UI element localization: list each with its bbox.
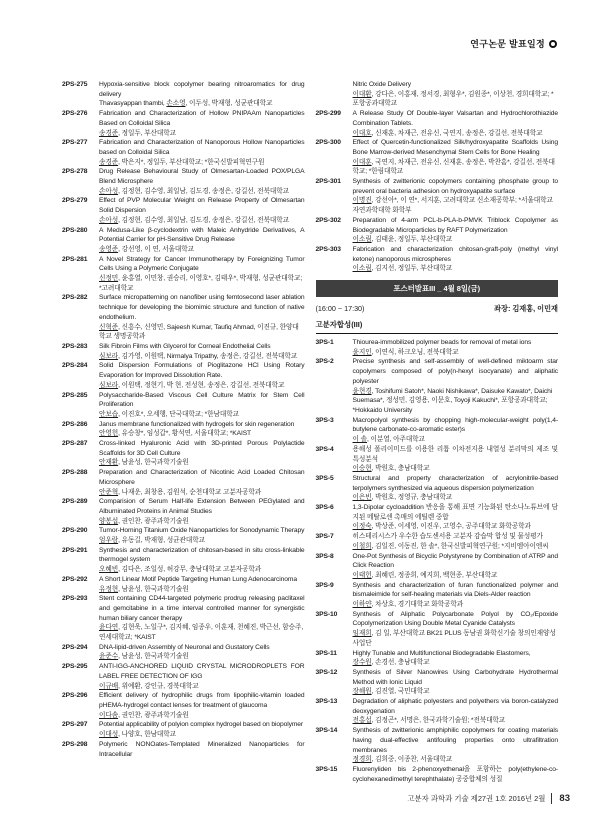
authors-rest: , 박원호, 정영규, 충남대학교 [371, 494, 453, 502]
presenting-author: 이다솜 [99, 711, 119, 719]
paper-entry [316, 445, 559, 474]
authors-rest: , 김 일, 부산대학교 BK21 PLUS 동남권 화학신기술 창의인재양성 사업단 [352, 630, 556, 647]
donut-icon [549, 40, 557, 48]
presenting-author: 장수원 [352, 659, 372, 667]
presenting-author: 정경희 [352, 756, 372, 764]
paper-authors [353, 687, 559, 697]
paper-authors [353, 493, 559, 503]
presenting-author: 윤현경 [352, 387, 372, 395]
page-number: 83 [551, 793, 570, 804]
paper-entry [62, 167, 305, 196]
authors-rest: , 국연지, 차재근, 전유신, 신재훈, 송정은, 박찬흠*, 강길선, 전북대학교; *한림대학교 [352, 158, 555, 176]
authors-rest: , 김지선, 정일두, 부산대학교 [371, 265, 453, 273]
paper-entry [316, 552, 559, 581]
paper-entry [316, 610, 559, 649]
paper-code: 2PS-281 [62, 255, 88, 263]
paper-authors [99, 585, 305, 595]
paper-title: Polysaccharide-Based Viscous Cell Culture Matrix for Stem Cell Proliferation [99, 391, 305, 409]
presenting-author: 심보라 [99, 381, 119, 389]
authors-rest: , 강선아*, 이 연*, 서지훈, 고려대학교 신소재공학부; *서울대학교 자연과학대학 화학부 [352, 197, 553, 215]
paper-title: Synthesis of zwitterionic amphiphilic copolymers for coating materials having dual-effective antifouling properties onto ultrafiltration membranes [352, 727, 558, 754]
authors-rest: , 권인찬, 광주과학기술원 [118, 711, 189, 719]
page-header [470, 37, 557, 50]
paper-entry [62, 342, 305, 361]
right-column-entries [316, 80, 559, 274]
presenting-author: 송영준 [99, 245, 119, 253]
paper-title: Effect of Quercetin-functionalized Silk/hydroxyapatite Scaffolds Using Bone Marrow-derived Mesenchymal Stem Cells for Bone Healing [352, 139, 558, 156]
presenting-author: 이태헌 [352, 571, 372, 579]
paper-code: 2PS-301 [315, 178, 341, 186]
presenting-author: 손소영 [166, 100, 186, 108]
left-column [62, 80, 305, 784]
paper-title: Janus membrane functionalized with hydrogels for skin regeneration [99, 420, 295, 428]
session-entries [316, 338, 559, 784]
paper-code: 2PS-297 [62, 721, 88, 729]
paper-entry [316, 765, 559, 784]
paper-authors [99, 488, 305, 498]
authors-rest: , 손경선, 충남대학교 [371, 659, 430, 667]
paper-code: 2PS-279 [62, 197, 88, 205]
paper-title: Polymeric NONOates-Templated Mineralized Nanoparticles for Intracellular [99, 740, 305, 758]
paper-title: Solid Dispersion Formulations of Pioglitazone HCl Using Rotary Evaporation for Improved Dissolution Rate. [99, 362, 305, 380]
presenting-author: 장해원 [352, 688, 372, 696]
paper-title: Structural and property characterization of acrylonitrile-based terpolymers synthesized via aqueous dispersion polymerization [352, 474, 558, 492]
presenting-author: 손아성 [99, 187, 119, 195]
paper-authors [353, 600, 559, 610]
paper-authors [353, 129, 559, 139]
paper-authors [99, 410, 305, 420]
paper-code: 2PS-285 [62, 391, 88, 399]
paper-code: 2PS-275 [62, 81, 88, 88]
paper-title: Precise synthesis and self-assembly of well-defined miktoarm star copolymers composed of poly(n-hexyl isocyanate) and aliphatic polyester [352, 358, 558, 385]
authors-rest: , 김현욱, 노일구*, 김지혜, 임종우, 이훈재, 천혜진, 박근선, 함승주, 연세대학교; *KAIST [99, 624, 304, 642]
paper-authors [99, 565, 305, 575]
paper-code: 3PS-5 [315, 474, 334, 482]
paper-entry [62, 196, 305, 225]
paper-entry [62, 468, 305, 497]
paper-code: 2PS-289 [62, 498, 88, 506]
paper-authors [353, 464, 559, 474]
authors-rest: , 김태윤, 정일두, 부산대학교 [371, 236, 453, 244]
authors-rest: , 나양호, 한남대학교 [118, 731, 177, 739]
paper-authors [99, 323, 305, 342]
presenting-author: 안재환 [99, 459, 119, 467]
authors-rest: , 김희중, 이종찬, 서울대학교 [371, 756, 453, 764]
presenting-author: 이대환 [352, 90, 372, 98]
paper-authors [353, 348, 559, 358]
authors-rest: , 나재운, 최창용, 김원석, 순천대학교 고분자공학과 [118, 488, 262, 496]
paper-entry [316, 357, 559, 415]
paper-title: Synthesis of Silver Nanowires Using Carbohydrate Hydrothermal Method with Ionic Liquid [352, 668, 558, 686]
paper-entry [316, 532, 559, 551]
paper-authors [99, 129, 305, 139]
presenting-author: 이소림 [352, 236, 372, 244]
authors-rest: , 이진호*, 오세행, 단국대학교; *한남대학교 [118, 410, 239, 418]
paper-authors [353, 90, 559, 109]
paper-title: Cross-linked Hyaluronic Acid with 3D-printed Porous Polylactide Scaffolds for 3D Cell Culture [99, 440, 305, 457]
paper-title: 용해성 폴리이미드를 이용한 리튬 이차전지용 내열성 분리막의 제조 및 특성분석 [352, 445, 558, 463]
paper-entry [316, 581, 559, 610]
paper-entry [316, 80, 559, 109]
paper-title: Synthesis and characterization of chitosan-based in situ cross-linkable thermogel system [99, 546, 305, 564]
paper-title: Fluorenyliden bis 2-phenoxyethenal을 포함하는 poly(ethylene-co-cyclohexanedimethyl terephthalate) 공중합체의 성질 [352, 766, 558, 783]
paper-entry [62, 594, 305, 643]
authors-rest: , 남윤성, 한국과학기술원 [118, 459, 189, 467]
presenting-author: 이규배 [99, 682, 119, 690]
paper-code: 2PS-278 [62, 168, 88, 176]
paper-code: 2PS-292 [62, 575, 88, 583]
paper-authors [99, 381, 305, 391]
presenting-author: 윤다연 [99, 624, 119, 632]
paper-entry [62, 526, 305, 545]
paper-code: 2PS-303 [315, 245, 341, 253]
paper-entry [62, 439, 305, 468]
authors-rest: , 남윤성, 한국과학기술원 [118, 585, 189, 593]
paper-authors [99, 536, 305, 546]
paper-authors [353, 264, 559, 274]
paper-authors [353, 522, 559, 532]
paper-code: 2PS-295 [62, 663, 88, 671]
presenting-author: 신정민 [99, 275, 119, 283]
session-topic: 고분자합성(III) [316, 319, 559, 334]
presenting-author: 신혁준 [99, 323, 119, 331]
paper-entry [316, 726, 559, 765]
paper-title: Efficient delivery of hydrophilic drugs from lipophilic-vitamin loaded pHEMA-hydrogel contact lenses for treatment of glaucoma [99, 692, 305, 709]
authors-rest: , 강다은, 이홍재, 정서경, 최형우*, 김원종*, 이상천, 경희대학교; *포항공과대학교 [352, 90, 554, 108]
paper-title: Macropolyol synthesis by chopping high-molecular-weight poly(1,4-butylene carbonate-co-aromatic ester)s [352, 416, 558, 434]
paper-entry [316, 649, 559, 668]
authors-rest: , 유승창*, 임성갑*, 황석연, 서울대학교; *KAIST [118, 430, 252, 438]
paper-title: Synthesis and characterization of furan functionalized polymer and bismaleimide for self-healing materials via Diels-Alder reaction [352, 581, 558, 599]
authors-rest: , 이연식, 하크오님, 전북대학교 [371, 348, 459, 356]
paper-entry [316, 668, 559, 697]
paper-code: 2PS-299 [315, 110, 341, 118]
paper-title: Effect of PVP Molecular Weight on Release Property of Olmesartan Solid Dispersion [99, 197, 305, 215]
paper-authors [353, 629, 559, 648]
paper-code: 3PS-6 [315, 504, 334, 512]
paper-title: Preparation and Characterization of Nicotinic Acid Loaded Chitosan Microsphere [99, 469, 305, 486]
paper-authors [99, 99, 305, 109]
paper-code: 3PS-11 [315, 649, 337, 657]
authors-rest: , 윤홍열, 이민창, 권승리, 이영호*, 김태우*, 박재형, 성균관대학교; *고려대학교 [99, 275, 303, 292]
paper-code: 3PS-13 [315, 698, 338, 706]
paper-entry [62, 691, 305, 720]
paper-code: 3PS-9 [315, 581, 334, 589]
presenting-author: 이철희 [352, 542, 372, 550]
presenting-author: 윤지인 [352, 348, 372, 356]
authors-rest: , 남윤성, 한국과학기술원 [118, 653, 189, 661]
paper-code: 2PS-287 [62, 440, 88, 448]
paper-code: 2PS-291 [62, 546, 88, 554]
page-footer [407, 793, 570, 804]
paper-code: 2PS-276 [62, 110, 88, 118]
paper-title: Fabrication and Characterization of Nanoporous Hollow Nanoparticles based on Colloidal Silica [99, 139, 305, 156]
presenting-author: 손아성 [99, 216, 119, 224]
paper-title: A Medusa-Like β-cyclodextrin with Maleic Anhydride Derivatives, A Potential Carrier for pH-Sensitive Drug Release [99, 226, 305, 244]
paper-entry [316, 338, 559, 357]
paper-code: 3PS-8 [315, 552, 334, 560]
authors-rest: , 위예환, 강인규, 경북대학교 [118, 682, 199, 690]
paper-entry [62, 138, 305, 167]
content-columns [62, 80, 558, 784]
presenting-author: 양봉섭 [99, 517, 119, 525]
presenting-author: 이정숙 [352, 523, 372, 531]
paper-title: DNA-lipid-driven Assembly of Neuronal and Gustatory Cells [99, 643, 270, 651]
paper-code: 3PS-1 [315, 339, 334, 347]
paper-authors [99, 245, 305, 255]
authors-rest: , 신재훈, 차재근, 전유신, 국연지, 송정은, 강길선, 전북대학교 [371, 129, 543, 137]
paper-authors [99, 429, 305, 439]
authors-rest: , 이분열, 아주대학교 [366, 436, 425, 444]
paper-code: 2PS-277 [62, 139, 88, 147]
paper-authors [99, 711, 305, 721]
paper-entry [62, 420, 305, 439]
paper-code: 3PS-15 [315, 766, 338, 773]
presenting-author: 이 솔 [352, 436, 367, 444]
paper-title: One-Pot Synthesis of Bicyclic Polystyrene by Combination of ATRP and Click Reaction [352, 552, 558, 570]
authors-pre: Thavasyappan thambi, [99, 100, 167, 108]
presenting-author: 이대훈 [352, 158, 372, 166]
paper-entry [62, 80, 305, 109]
paper-code: 3PS-12 [315, 668, 338, 676]
paper-code: 3PS-10 [315, 610, 338, 618]
paper-title: Thiourea-immobilized polymer beads for removal of metal ions [352, 339, 532, 347]
authors-rest: , 이두성, 박재형, 성균관대학교 [185, 100, 273, 108]
authors-rest: , 박은지*, 정일두, 부산대학교; *한국신발피혁연구원 [118, 158, 265, 166]
paper-title: Drug Release Behavioural Study of Olmesartan-Loaded POX/PLGA Blend Microsphere [99, 168, 305, 186]
paper-authors [353, 716, 559, 726]
paper-title: Synthesis of zwitterionic copolymers containing phosphate group to prevent oral bacteria adhesion on hydroxyapatite surface [352, 178, 558, 195]
paper-authors [99, 216, 305, 226]
paper-code: 3PS-14 [315, 727, 338, 735]
presenting-author: 이하얀 [352, 601, 372, 609]
paper-title: Surface micropatterning on nanofiber using femtosecond laser ablation technique for developing the biomimic structure and function of native endothelium. [99, 294, 305, 321]
paper-code: 3PS-3 [315, 416, 334, 424]
authors-rest: , 김일진, 이동진, 한 솔*, 한국신발피혁연구원; *지비엠아이엔씨 [371, 542, 549, 550]
authors-rest: , 박상준, 이세영, 이진우, 고영수, 공주대학교 화학공학과 [371, 523, 531, 531]
paper-authors [353, 571, 559, 581]
presenting-author: 안보습 [99, 410, 119, 418]
presenting-author: 전홍섭 [352, 717, 372, 725]
authors-rest: , 김다은, 조일성, 허강무, 충남대학교 고분자공학과 [118, 566, 262, 574]
paper-code: 2PS-288 [62, 469, 88, 477]
paper-entry [316, 245, 559, 274]
authors-rest: , Toshifumi Satoh*, Naoki Nishikawa*, Daisuke Kawato*, Daichi Suemasa*, 정성민, 김영용, 이문호, Toyoji Kakuchi*, 포항공과대학교; *Hokkaido University [352, 387, 553, 414]
paper-entry [316, 109, 559, 138]
paper-entry [62, 361, 305, 390]
right-column [316, 80, 559, 784]
paper-entry [62, 226, 305, 255]
paper-authors [353, 387, 559, 416]
paper-entry [62, 575, 305, 594]
paper-entry [316, 697, 559, 726]
paper-entry [62, 546, 305, 575]
presenting-author: 오혜빈 [99, 566, 119, 574]
authors-rest: , 강선영, 이 연, 서울대학교 [118, 245, 195, 253]
paper-title: Nitric Oxide Delivery [352, 81, 411, 88]
authors-rest: , 김정현, 김수영, 최일남, 김도경, 송정은, 강길선, 전북대학교 [118, 216, 289, 224]
paper-title: A Release Study Of Double-layer Valsartan and Hydrochlorothiazide Combination Tablets. [352, 110, 558, 127]
paper-title: 1,3-Dipolar cycloaddition 반응을 통해 표면 기능화된 탄소나노튜브에 담지된 메탈로센 촉매의 에틸렌 중합 [352, 504, 558, 521]
paper-authors [99, 158, 305, 168]
authors-rest: , 김진열, 국민대학교 [371, 688, 430, 696]
paper-code: 2PS-302 [315, 216, 341, 224]
paper-entry [62, 662, 305, 691]
paper-code: 2PS-290 [62, 527, 88, 535]
paper-code: 2PS-300 [315, 139, 341, 147]
paper-code: 2PS-293 [62, 595, 88, 603]
paper-authors [353, 658, 559, 668]
session-banner: 포스터발표III _ 4월 8일(금) [316, 280, 559, 297]
paper-title: Synthesis of Aliphatic Polycarbonate Polyol by CO₂/Epoxide Copolymerization Using Double Metal Cyanide Catalysts [352, 610, 558, 628]
paper-authors [353, 435, 559, 445]
paper-title: Fabrication and Characterization of Hollow PNIPAAm Nanoparticles Based on Colloidal Silica [99, 110, 305, 127]
paper-title: Preparation of 4-arm PCL-b-PLA-b-PMVK Triblock Copolymer as Biodegradable Microparticles by RAFT Polymerization [352, 216, 558, 234]
authors-rest: , 권인찬, 광주과학기술원 [118, 517, 189, 525]
paper-code [316, 80, 353, 109]
presenting-author: 이소림 [352, 265, 372, 273]
paper-title: Hypoxia-sensitive block copolymer bearing nitroaromatics for drug delivery [99, 81, 305, 98]
paper-title: A Novel Strategy for Cancer Immunotherapy by Foreignizing Tumor Cells Using a Polymeric Conjugate [99, 255, 305, 273]
presenting-author: 이은빈 [352, 494, 372, 502]
paper-authors [99, 730, 305, 740]
authors-rest: , 최혜린, 정종희, 예지희, 백현종, 부산대학교 [371, 571, 498, 579]
presenting-author: 송경준 [99, 158, 119, 166]
header-title: 연구논문 발표일정 [470, 39, 545, 49]
paper-authors [353, 235, 559, 245]
paper-authors [99, 187, 305, 197]
paper-authors [99, 623, 305, 642]
paper-title: Degradation of aliphatic polyesters and polyethers via boron-catalyzed deoxygenation [352, 698, 558, 715]
paper-title: Comparision of Serum Half-life Extension Between PEGylated and Albuminated Proteins in Animal Studies [99, 498, 305, 515]
presenting-author: 이승현 [352, 465, 372, 473]
session-time: (16:00 ~ 17:30) [315, 304, 365, 314]
paper-authors [99, 458, 305, 468]
paper-authors [99, 682, 305, 692]
presenting-author: 유정현 [99, 585, 119, 593]
presenting-author: 안영헌 [99, 430, 119, 438]
authors-rest: , 이원택, 정현기, 박 현, 전성현, 송정은, 강길선, 전북대학교 [118, 381, 285, 389]
presenting-author: 이대호 [352, 129, 372, 137]
paper-code: 2PS-286 [62, 420, 88, 428]
presenting-author: 심보라 [99, 352, 119, 360]
paper-entry [62, 255, 305, 294]
paper-title: ANTI-IGG-ANCHORED LIQUID CRYSTAL MICRODROPLETS FOR LABEL FREE DETECTION OF IGG [99, 663, 305, 680]
paper-code: 3PS-2 [315, 358, 334, 366]
paper-authors [353, 158, 559, 177]
paper-authors [99, 652, 305, 662]
authors-rest: , 박원호, 충남대학교 [371, 465, 430, 473]
paper-title: Highly Tunable and Multifunctional Biodegradable Elastomers, [352, 649, 531, 657]
journal-title: 고분자 과학과 기술 제27권 1호 2016년 2월 [407, 794, 546, 803]
paper-entry [62, 109, 305, 138]
authors-rest: , 정일두, 부산대학교 [118, 129, 177, 137]
presenting-author: 엄우람 [99, 537, 119, 545]
paper-authors [353, 542, 559, 552]
authors-rest: , 김가영, 이원택, Nirmalya Tripathy, 송정은, 강길선, 전북대학교 [118, 352, 298, 360]
paper-code: 2PS-284 [62, 362, 88, 370]
presenting-author: 임재희 [352, 630, 372, 638]
paper-entry [62, 740, 305, 759]
authors-rest: , 차상호, 경기대학교 화학공학과 [371, 601, 464, 609]
paper-title: Silk Fibroin Films with Glycerol for Corneal Endothelial Cells [99, 342, 271, 350]
paper-entry [62, 293, 305, 342]
paper-code: 2PS-296 [62, 692, 88, 700]
paper-entry [316, 138, 559, 177]
paper-code: 2PS-282 [62, 294, 88, 302]
paper-entry [62, 497, 305, 526]
paper-title: 히스테리시스가 우수한 습도센서용 고분자 감습막 합성 및 물성평가 [352, 533, 543, 541]
session-info-row [316, 304, 559, 314]
session-chairs: 좌장: 김재홍, 이민재 [494, 304, 558, 314]
authors-rest: , 유동길, 박재형, 성균관대학교 [118, 537, 205, 545]
paper-authors [99, 517, 305, 527]
presenting-author: 안준혁 [99, 488, 119, 496]
paper-title: Potential applicability of polyion complex hydrogel based on biopolymer [99, 721, 304, 729]
presenting-author: 이대성 [99, 731, 119, 739]
paper-entry [316, 177, 559, 216]
presenting-author: 윤준수 [99, 653, 119, 661]
paper-entry [62, 720, 305, 739]
paper-title: Stent containing CD44-targeted polymeric prodrug releasing paclitaxel and gemcitabine in a time interval controlled manner for synergistic human biliary cancer therapy [99, 595, 305, 622]
paper-title: Tumor-Homing Titanium Oxide Nanoparticles for Sonodynamic Therapy [99, 527, 305, 535]
paper-authors [99, 352, 305, 362]
paper-authors [353, 755, 559, 765]
paper-entry [316, 216, 559, 245]
paper-code: 3PS-4 [315, 445, 334, 453]
paper-entry [316, 416, 559, 445]
paper-authors [99, 274, 305, 293]
paper-authors [353, 196, 559, 215]
paper-code: 2PS-294 [62, 643, 88, 651]
paper-entry [62, 643, 305, 662]
paper-code: 2PS-298 [62, 740, 88, 748]
authors-rest: , 신흥수, 신영민, Sajeesh Kumar, Taufiq Ahmad, 이진규, 한양대학교 생명공학과 [99, 323, 299, 341]
paper-entry [316, 503, 559, 532]
authors-rest: , 김정곤*, 서명은, 한국과학기술원; *전북대학교 [371, 717, 506, 725]
paper-code: 2PS-280 [62, 226, 88, 234]
presenting-author: 송경준 [99, 129, 119, 137]
paper-title: A Short Linear Motif Peptide Targeting Human Lung Adenocarcinoma [99, 575, 297, 583]
paper-code: 2PS-283 [62, 342, 88, 350]
paper-entry [62, 391, 305, 420]
paper-code: 3PS-7 [315, 533, 334, 541]
authors-rest: , 김정현, 김수영, 최일남, 김도경, 송정은, 강길선, 전북대학교 [118, 187, 289, 195]
paper-title: Fabrication and characterization chitosan-graft-poly (methyl vinyl ketone) nanoporous microspheres [352, 245, 558, 263]
presenting-author: 이명진 [352, 197, 372, 205]
paper-entry [316, 474, 559, 503]
